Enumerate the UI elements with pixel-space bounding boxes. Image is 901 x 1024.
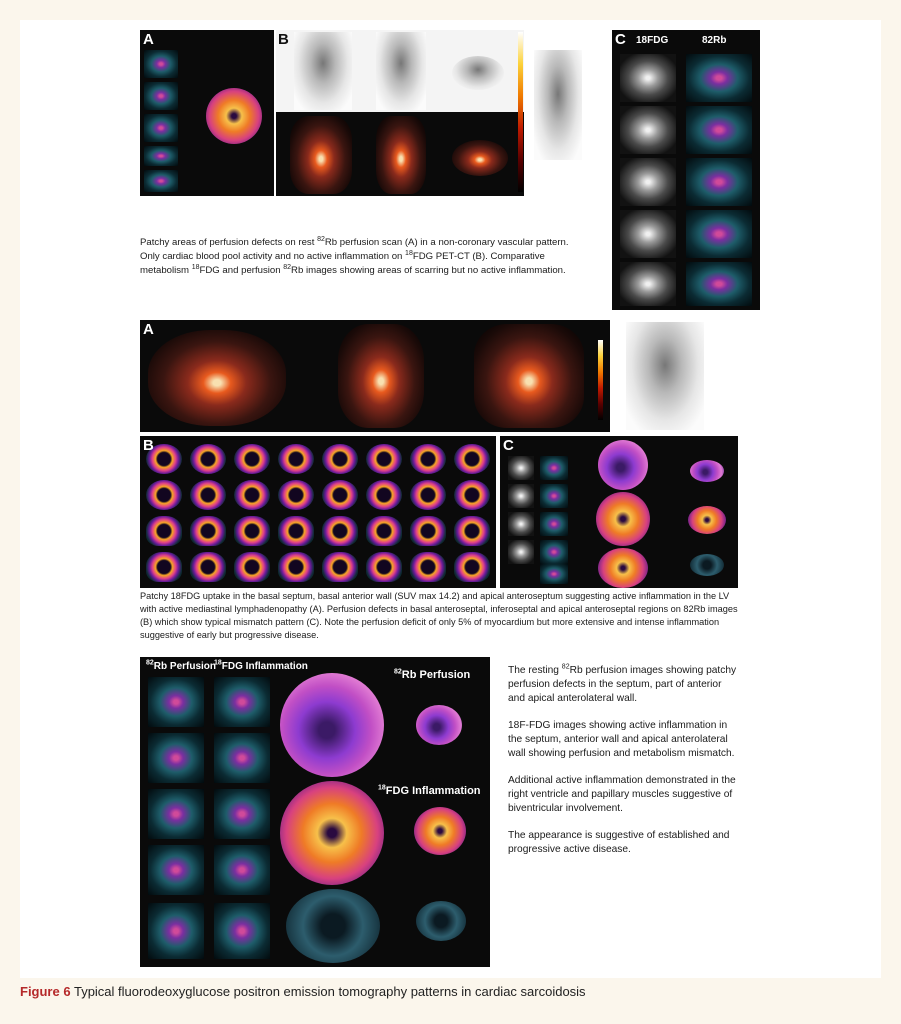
para-fdg: 18F-FDG images showing active inflammation in the septum, anterior wall and apical anterolateral wall showing perfusion and metabolism mismatch. xyxy=(508,720,735,759)
polar-map xyxy=(596,492,650,546)
section1-panel-b-label: B xyxy=(278,31,289,48)
rb-slice xyxy=(148,677,204,727)
mip-side xyxy=(376,32,426,110)
fdg-slice xyxy=(214,677,270,727)
polar-map xyxy=(206,88,262,144)
fdg-slice xyxy=(620,106,676,154)
slice-image xyxy=(508,540,534,564)
perfusion-slice xyxy=(410,444,446,474)
polar-map-perfusion xyxy=(280,673,384,777)
figure-label: Figure 6 xyxy=(20,984,71,999)
section2-panel-a xyxy=(140,320,610,432)
slice-image xyxy=(540,484,568,508)
perfusion-slice xyxy=(234,516,270,546)
perfusion-slice xyxy=(322,552,358,582)
section1-panel-a xyxy=(140,30,274,196)
slice-image xyxy=(540,512,568,536)
perfusion-slice xyxy=(234,552,270,582)
perfusion-slice xyxy=(454,444,490,474)
label-fdg-inflammation: $^{18}$FDG Inflammation xyxy=(378,784,481,797)
rb-slice xyxy=(686,54,752,102)
fdg-slice xyxy=(620,54,676,102)
slice-image xyxy=(540,456,568,480)
3d-heart xyxy=(688,506,726,534)
perfusion-slice xyxy=(366,516,402,546)
colorbar xyxy=(598,340,603,420)
fused-sagittal xyxy=(376,116,426,194)
perfusion-slice xyxy=(190,516,226,546)
fdg-slice xyxy=(620,158,676,206)
perfusion-slice xyxy=(366,444,402,474)
perfusion-slice xyxy=(278,516,314,546)
slice-image xyxy=(144,114,178,142)
fdg-slice xyxy=(620,262,676,306)
perfusion-slice xyxy=(234,444,270,474)
mip-full-body xyxy=(626,322,704,430)
perfusion-slice xyxy=(278,552,314,582)
perfusion-slice xyxy=(190,444,226,474)
3d-heart-inflammation xyxy=(414,807,466,855)
figure-title: Typical fluorodeoxyglucose positron emission tomography patterns in cardiac sarcoidosis xyxy=(73,984,586,999)
polar-map-difference xyxy=(286,889,380,963)
section1-caption: Patchy areas of perfusion defects on rest $^{82}$Rb perfusion scan (A) in a non-coronary vascular pattern. Only cardiac blood pool activity and no active inflammation on $^{18}$FDG PET-CT (B). Comparative metabolism $^{18}$FDG and perfusion $^{82}$Rb images showing areas of scarring but no active inflammation. xyxy=(140,235,569,276)
axial-fused xyxy=(148,330,286,426)
slice-image xyxy=(508,456,534,480)
section2-panel-b-label: B xyxy=(143,437,154,454)
hdr-fdg-inflammation: $^{18}$FDG Inflammation xyxy=(214,659,308,672)
polar-map xyxy=(598,548,648,588)
fdg-slice xyxy=(214,845,270,895)
fused-axial xyxy=(452,140,508,176)
hdr-rb-perfusion: $^{82}$Rb Perfusion xyxy=(146,659,217,672)
slice-image xyxy=(540,564,568,584)
3d-heart xyxy=(690,460,724,482)
fdg-slice xyxy=(214,903,270,959)
3d-heart-perfusion xyxy=(416,705,462,745)
figure-page xyxy=(20,20,881,978)
section1-panel-a-label: A xyxy=(143,31,154,48)
section3-description xyxy=(508,664,738,870)
rb-slice xyxy=(148,903,204,959)
figure-caption xyxy=(20,984,586,999)
section2-caption: Patchy 18FDG uptake in the basal septum, basal anterior wall (SUV max 14.2) and apical anteroseptum suggesting active inflammation in the LV with active mediastinal lymphadenopathy (A). Perfusion defects in basal anteroseptal, inferoseptal and apical anteroseptal regions on 82Rb images (B) which show typical mismatch pattern (C). Note the perfusion deficit of only 5% of myocardium but more extensive and intense inflammation suggestive of early but progressive disease. xyxy=(140,591,738,640)
section1-panel-c xyxy=(612,30,760,310)
section3-panel xyxy=(140,657,490,967)
slice-image xyxy=(540,540,568,564)
perfusion-slice xyxy=(410,516,446,546)
sagittal-fused xyxy=(338,324,424,428)
colorbar xyxy=(518,32,523,192)
perfusion-slice xyxy=(454,480,490,510)
fdg-slice xyxy=(214,789,270,839)
section1-panel-c-label: C xyxy=(615,31,626,48)
perfusion-slice xyxy=(146,552,182,582)
fdg-slice xyxy=(214,733,270,783)
rb-slice xyxy=(686,106,752,154)
3d-heart-difference xyxy=(416,901,466,941)
mip-front xyxy=(294,32,352,110)
section1-panel-b xyxy=(276,30,524,196)
perfusion-slice xyxy=(146,480,182,510)
3d-heart xyxy=(690,554,724,576)
polar-map xyxy=(598,440,648,490)
coronal-fused xyxy=(474,324,584,428)
fused-coronal xyxy=(290,116,352,194)
slice-image xyxy=(144,146,178,166)
section2-panel-a-label: A xyxy=(143,321,154,338)
mip-axial xyxy=(452,56,504,90)
slice-image xyxy=(144,170,178,192)
perfusion-slice xyxy=(278,444,314,474)
slice-image xyxy=(144,82,178,110)
perfusion-slice xyxy=(454,552,490,582)
section2-panel-c xyxy=(500,436,738,588)
perfusion-slice xyxy=(190,480,226,510)
perfusion-slice xyxy=(410,552,446,582)
rb-slice xyxy=(686,158,752,206)
perfusion-slice xyxy=(322,480,358,510)
c-header-rb: 82Rb xyxy=(702,35,727,46)
section2-panel-c-label: C xyxy=(503,437,514,454)
perfusion-slice xyxy=(410,480,446,510)
slice-image xyxy=(144,50,178,78)
rb-slice xyxy=(148,845,204,895)
perfusion-slice xyxy=(278,480,314,510)
perfusion-slice xyxy=(190,552,226,582)
rb-slice xyxy=(686,210,752,258)
section2-panel-b xyxy=(140,436,496,588)
perfusion-slice xyxy=(454,516,490,546)
perfusion-slice xyxy=(322,444,358,474)
fdg-slice xyxy=(620,210,676,258)
perfusion-slice xyxy=(234,480,270,510)
para-conclusion: The appearance is suggestive of established and progressive active disease. xyxy=(508,830,730,855)
slice-image xyxy=(508,484,534,508)
perfusion-slice xyxy=(322,516,358,546)
rb-slice xyxy=(148,789,204,839)
perfusion-slice xyxy=(366,480,402,510)
mip-full-body xyxy=(534,50,582,160)
label-rb-perfusion: $^{82}$Rb Perfusion xyxy=(394,668,471,681)
para-biventricular: Additional active inflammation demonstrated in the right ventricle and papillary muscles suggestive of biventricular involvement. xyxy=(508,775,736,814)
perfusion-slice xyxy=(366,552,402,582)
c-header-fdg: 18FDG xyxy=(636,35,669,46)
rb-slice xyxy=(148,733,204,783)
perfusion-slice xyxy=(146,516,182,546)
para-perfusion: The resting $^{82}$Rb perfusion images showing patchy perfusion defects in the septum, part of anterior and apical anterolateral wall. xyxy=(508,663,737,704)
rb-slice xyxy=(686,262,752,306)
polar-map-inflammation xyxy=(280,781,384,885)
slice-image xyxy=(508,512,534,536)
